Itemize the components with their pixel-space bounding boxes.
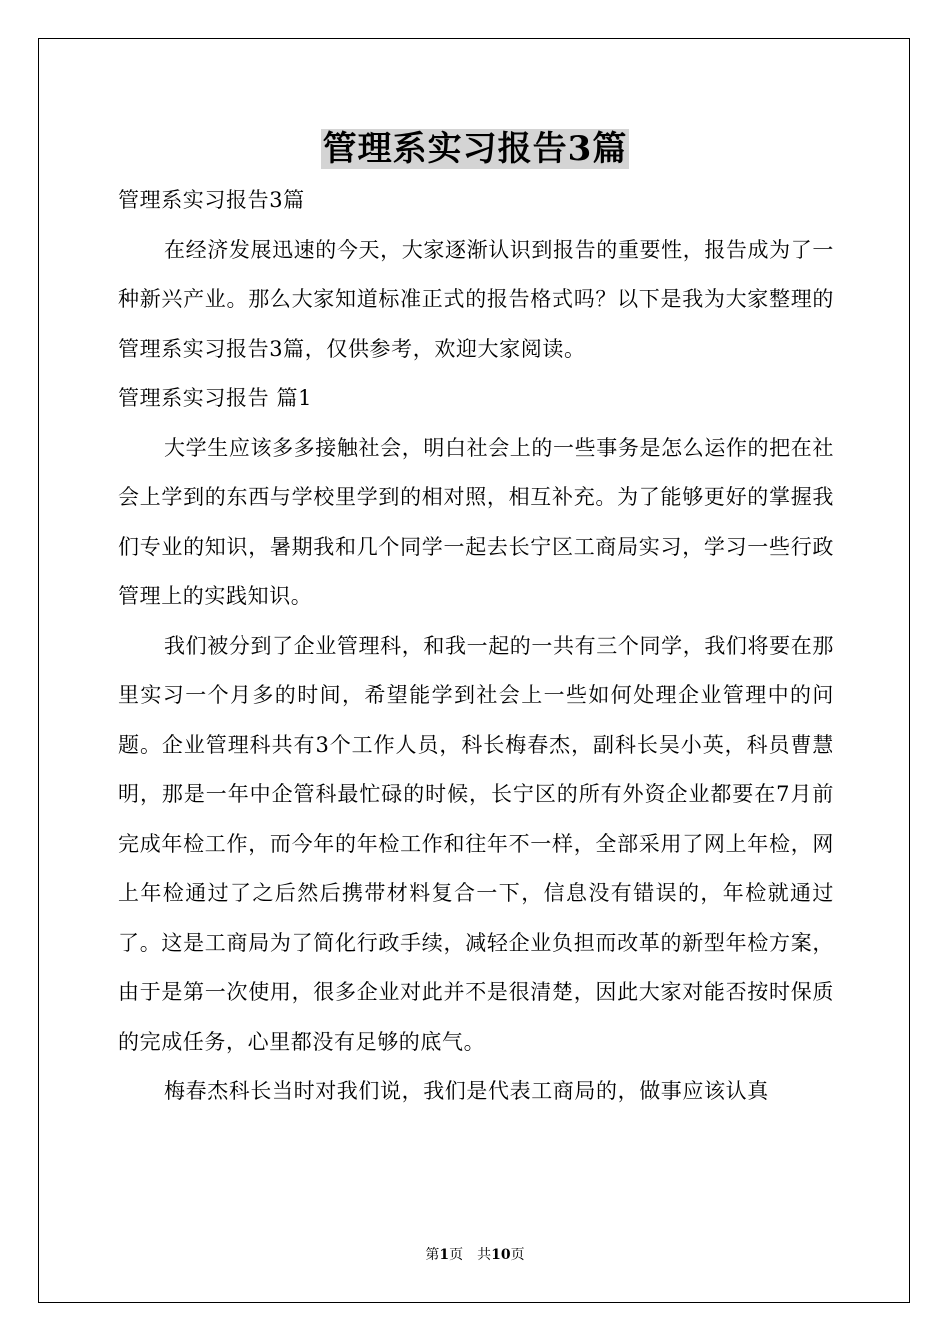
footer-page-current: 1: [439, 1247, 450, 1263]
subtitle-line: 管理系实习报告3篇: [118, 188, 305, 212]
document-title-text: 管理系实习报告3篇: [322, 129, 628, 169]
page-footer: [0, 1245, 950, 1265]
intro-paragraph: 在经济发展迅速的今天，大家逐渐认识到报告的重要性，报告成为了一种新兴产业。那么大家知道标准正式的报告格式吗？以下是我为大家整理的管理系实习报告3篇，仅供参考，欢迎大家阅读。: [118, 237, 834, 361]
document-body: [118, 176, 834, 1117]
footer-page-total: 10: [491, 1247, 511, 1263]
body-paragraph-3: 梅春杰科长当时对我们说，我们是代表工商局的，做事应该认真: [164, 1079, 769, 1103]
footer-page-prefix: 第: [425, 1247, 440, 1263]
footer-page-suffix: 页: [510, 1247, 525, 1263]
section-heading: 管理系实习报告 篇1: [118, 386, 313, 410]
document-title: [0, 124, 950, 174]
body-paragraph-1: 大学生应该多多接触社会，明白社会上的一些事务是怎么运作的把在社会上学到的东西与学校里学到的相对照，相互补充。为了能够更好的掌握我们专业的知识，暑期我和几个同学一起去长宁区工商局实习，学习一些行政管理上的实践知识。: [118, 435, 834, 608]
body-paragraph-2: 我们被分到了企业管理科，和我一起的一共有三个同学，我们将要在那里实习一个月多的时间，希望能学到社会上一些如何处理企业管理中的问题。企业管理科共有3个工作人员，科长梅春杰，副科长吴小英，科员曹慧明，那是一年中企管科最忙碌的时候，长宁区的所有外资企业都要在7月前完成年检工作，而今年的年检工作和往年不一样，全部采用了网上年检，网上年检通过了之后然后携带材料复合一下，信息没有错误的，年检就通过了。这是工商局为了简化行政手续，减轻企业负担而改革的新型年检方案，由于是第一次使用，很多企业对此并不是很清楚，因此大家对能否按时保质的完成任务，心里都没有足够的底气。: [118, 633, 834, 1054]
footer-page-mid: 页 共: [449, 1247, 492, 1263]
